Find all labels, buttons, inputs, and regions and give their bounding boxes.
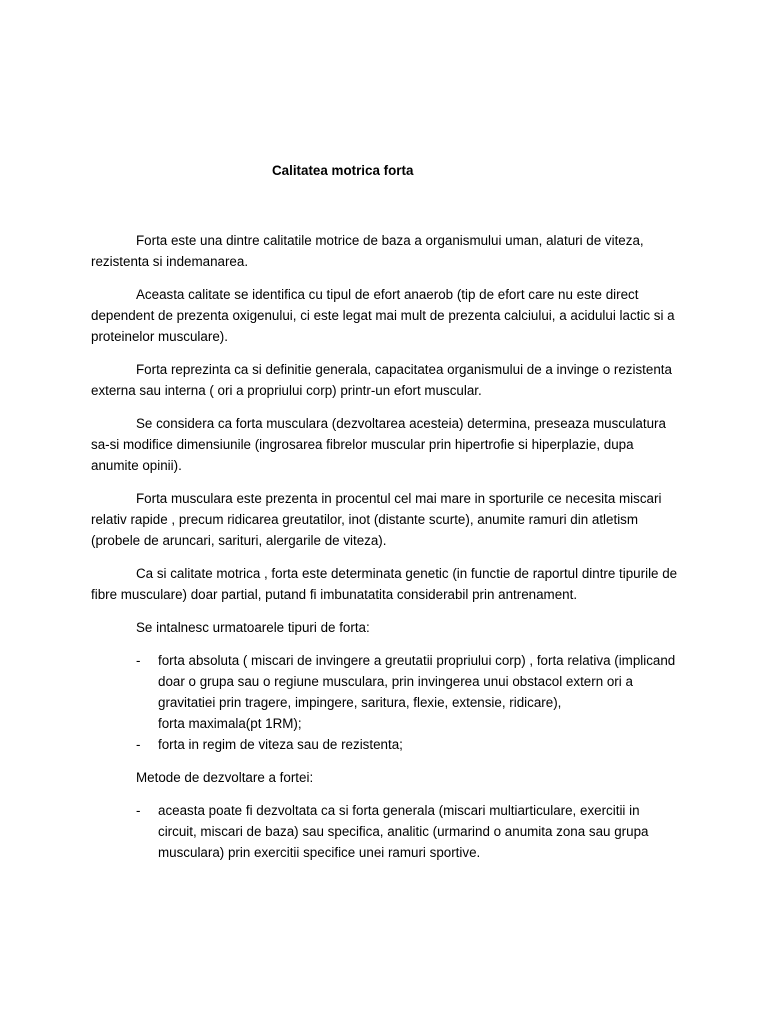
list-item [91, 800, 681, 863]
document-title: Calitatea motrica forta [272, 163, 414, 178]
list-item-text: aceasta poate fi dezvoltata ca si forta generala (miscari multiarticulare, exercitii in circuit, miscari de baza) sau specifica, analitic (urmarind o anumita zona sau grupa musculara) prin exercitii specifice unei ramuri sportive. [158, 803, 649, 860]
paragraph-muscle-development: Se considera ca forta musculara (dezvoltarea acesteia) determina, preseaza musculatura sa-si modifice dimensiunile (ingrosarea fibrelor muscular prin hipertrofie si hiperplazie, dupa anumite opinii). [91, 416, 666, 473]
list-bullet: - [136, 737, 141, 752]
paragraph-sports: Forta musculara este prezenta in procentul cel mai mare in sporturile ce necesita miscari relativ rapide , precum ridicarea greutatilor, inot (distante scurte), anumite ramuri din atletism (probele de aruncari, sarituri, alergarile de viteza). [91, 491, 662, 548]
methods-list [91, 800, 681, 863]
list-bullet: - [136, 803, 141, 818]
list-item [91, 650, 681, 734]
list-item-text: forta in regim de viteza sau de rezistenta; [158, 737, 403, 752]
list-item [91, 734, 681, 755]
list-bullet: - [136, 653, 141, 668]
types-heading: Se intalnesc urmatoarele tipuri de forta: [136, 620, 370, 635]
paragraph-definition: Forta este una dintre calitatile motrice de baza a organismului uman, alaturi de viteza, rezistenta si indemanarea. [91, 233, 644, 269]
document-body [91, 230, 681, 875]
types-list [91, 650, 681, 755]
methods-heading: Metode de dezvoltare a fortei: [136, 770, 314, 785]
list-item-text: forta maximala(pt 1RM); [158, 716, 302, 731]
paragraph-general-definition: Forta reprezinta ca si definitie generala, capacitatea organismului de a invinge o rezistenta externa sau interna ( ori a propriului corp) printr-un efort muscular. [91, 362, 672, 398]
paragraph-genetics: Ca si calitate motrica , forta este determinata genetic (in functie de raportul dintre tipurile de fibre musculare) doar partial, putand fi imbunatatita considerabil prin antrenament. [91, 566, 678, 602]
paragraph-effort-type: Aceasta calitate se identifica cu tipul de efort anaerob (tip de efort care nu este direct dependent de prezenta oxigenului, ci este legat mai mult de prezenta calciului, a acidului lactic si a proteinelor musculare). [91, 287, 675, 344]
list-item-text: forta absoluta ( miscari de invingere a greutatii propriului corp) , forta relativa (implicand doar o grupa sau o regiune musculara, prin invingerea unui obstacol extern ori a gravitatiei prin tragere, impingere, saritura, flexie, extensie, ridicare), [158, 653, 676, 710]
